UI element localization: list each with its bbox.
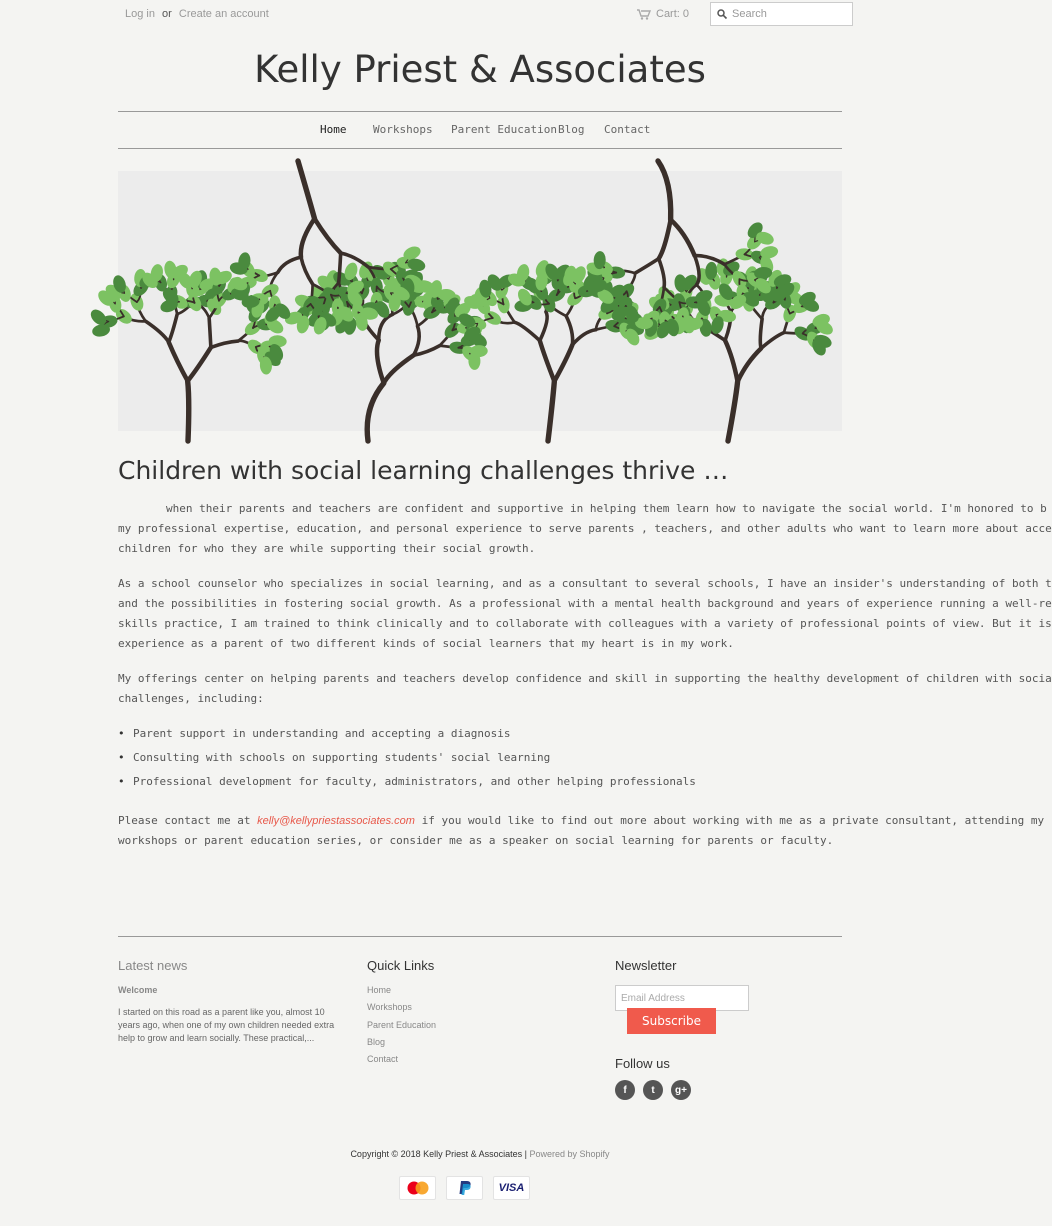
intro-line-1: when their parents and teachers are confident and supportive in helping them learn how to navigate the social world. I'm honored to b bbox=[166, 502, 1047, 515]
cart-link[interactable] bbox=[637, 8, 689, 20]
powered-by-link[interactable]: Powered by Shopify bbox=[529, 1149, 610, 1159]
copyright-bar bbox=[0, 1149, 960, 1159]
nav-parent-education[interactable]: Parent Education bbox=[451, 123, 557, 136]
list-item: • Parent support in understanding and accepting a diagnosis bbox=[118, 724, 960, 748]
quick-links-heading: Quick Links bbox=[367, 958, 435, 973]
offerings-line-2: challenges, including: bbox=[118, 692, 264, 705]
intro-line-2: my professional expertise, education, and personal experience to serve parents , teachers, and other adults who want to learn more about acce bbox=[118, 522, 1052, 535]
background-line-1: As a school counselor who specializes in social learning, and as a consultant to several schools, I have an insider's understanding of both t bbox=[118, 577, 1052, 590]
background-line-4: experience as a parent of two different kinds of social learners that my heart is in my work. bbox=[118, 637, 734, 650]
search-input[interactable] bbox=[732, 8, 842, 20]
latest-news-section bbox=[118, 958, 343, 1045]
top-bar bbox=[0, 0, 960, 30]
account-links bbox=[125, 8, 269, 20]
latest-news-heading[interactable]: Latest news bbox=[118, 958, 188, 973]
footer-link-workshops[interactable]: Workshops bbox=[367, 1002, 412, 1013]
payment-icons bbox=[399, 1176, 530, 1200]
follow-us-heading: Follow us bbox=[615, 1056, 670, 1071]
search-box bbox=[710, 2, 853, 26]
nav-blog[interactable]: Blog bbox=[558, 123, 585, 136]
background-line-2: and the possibilities in fostering social growth. As a professional with a mental health background and years of experience running a well-re bbox=[118, 597, 1052, 610]
twitter-icon[interactable]: t bbox=[643, 1080, 663, 1100]
cart-icon bbox=[637, 9, 650, 20]
page-heading: Children with social learning challenges thrive … bbox=[118, 456, 729, 485]
or-text: or bbox=[162, 8, 172, 20]
paypal-icon bbox=[446, 1176, 483, 1200]
nav-workshops[interactable]: Workshops bbox=[373, 123, 433, 136]
social-icons bbox=[615, 1080, 691, 1100]
footer-divider bbox=[118, 936, 842, 937]
visa-label: VISA bbox=[498, 1182, 525, 1194]
footer-link-contact[interactable]: Contact bbox=[367, 1054, 399, 1065]
offerings-paragraph bbox=[118, 669, 1052, 709]
contact-paragraph bbox=[118, 811, 1045, 851]
newsletter-heading: Newsletter bbox=[615, 958, 677, 973]
contact-prefix: Please contact me at bbox=[118, 814, 251, 827]
newsletter-section bbox=[615, 958, 815, 1118]
google-plus-icon[interactable]: g+ bbox=[671, 1080, 691, 1100]
copyright-text: Copyright © 2018 Kelly Priest & Associates | bbox=[350, 1149, 527, 1159]
intro-paragraph bbox=[118, 499, 1052, 559]
offerings-list bbox=[118, 724, 960, 796]
subscribe-button[interactable]: Subscribe bbox=[627, 1008, 716, 1034]
background-paragraph bbox=[118, 574, 1052, 654]
hero-banner bbox=[118, 171, 842, 431]
offerings-line-1: My offerings center on helping parents and teachers develop confidence and skill in supporting the healthy development of children with socia bbox=[118, 672, 1052, 685]
branch-pattern-image bbox=[118, 171, 842, 431]
contact-line-2: workshops or parent education series, or consider me as a speaker on social learning for parents or faculty. bbox=[118, 834, 834, 847]
visa-icon bbox=[493, 1176, 530, 1200]
search-icon bbox=[717, 9, 727, 19]
main-nav bbox=[118, 111, 842, 149]
list-item: • Professional development for faculty, administrators, and other helping professionals bbox=[118, 772, 960, 796]
nav-contact[interactable]: Contact bbox=[604, 123, 651, 136]
site-title[interactable]: Kelly Priest & Associates bbox=[254, 48, 706, 91]
news-post-title[interactable]: Welcome bbox=[118, 985, 158, 995]
contact-email-link[interactable]: kelly@kellypriestassociates.com bbox=[257, 815, 415, 827]
background-line-3: skills practice, I am trained to think clinically and to collaborate with colleagues with a variety of professional points of view. But it is bbox=[118, 617, 1052, 630]
page-content bbox=[118, 499, 1052, 866]
login-link[interactable]: Log in bbox=[125, 8, 155, 20]
nav-home[interactable]: Home bbox=[320, 123, 347, 136]
contact-suffix: if you would like to find out more about working with me as a private consultant, attending my bbox=[421, 814, 1045, 827]
footer-link-home[interactable]: Home bbox=[367, 985, 392, 995]
news-post-excerpt: I started on this road as a parent like you, almost 10 years ago, when one of my own children needed extra help to grow and learn socially. These practical,... bbox=[118, 1007, 335, 1043]
facebook-icon[interactable]: f bbox=[615, 1080, 635, 1100]
list-item: • Consulting with schools on supporting students' social learning bbox=[118, 748, 960, 772]
cart-label: Cart: 0 bbox=[656, 8, 690, 20]
create-account-link[interactable]: Create an account bbox=[178, 8, 269, 20]
footer-link-blog[interactable]: Blog bbox=[367, 1036, 386, 1047]
quick-links-section bbox=[367, 958, 436, 1071]
mastercard-icon bbox=[399, 1176, 436, 1200]
footer-link-parent-education[interactable]: Parent Education bbox=[367, 1019, 437, 1030]
intro-line-3: children for who they are while supporting their social growth. bbox=[118, 542, 536, 555]
